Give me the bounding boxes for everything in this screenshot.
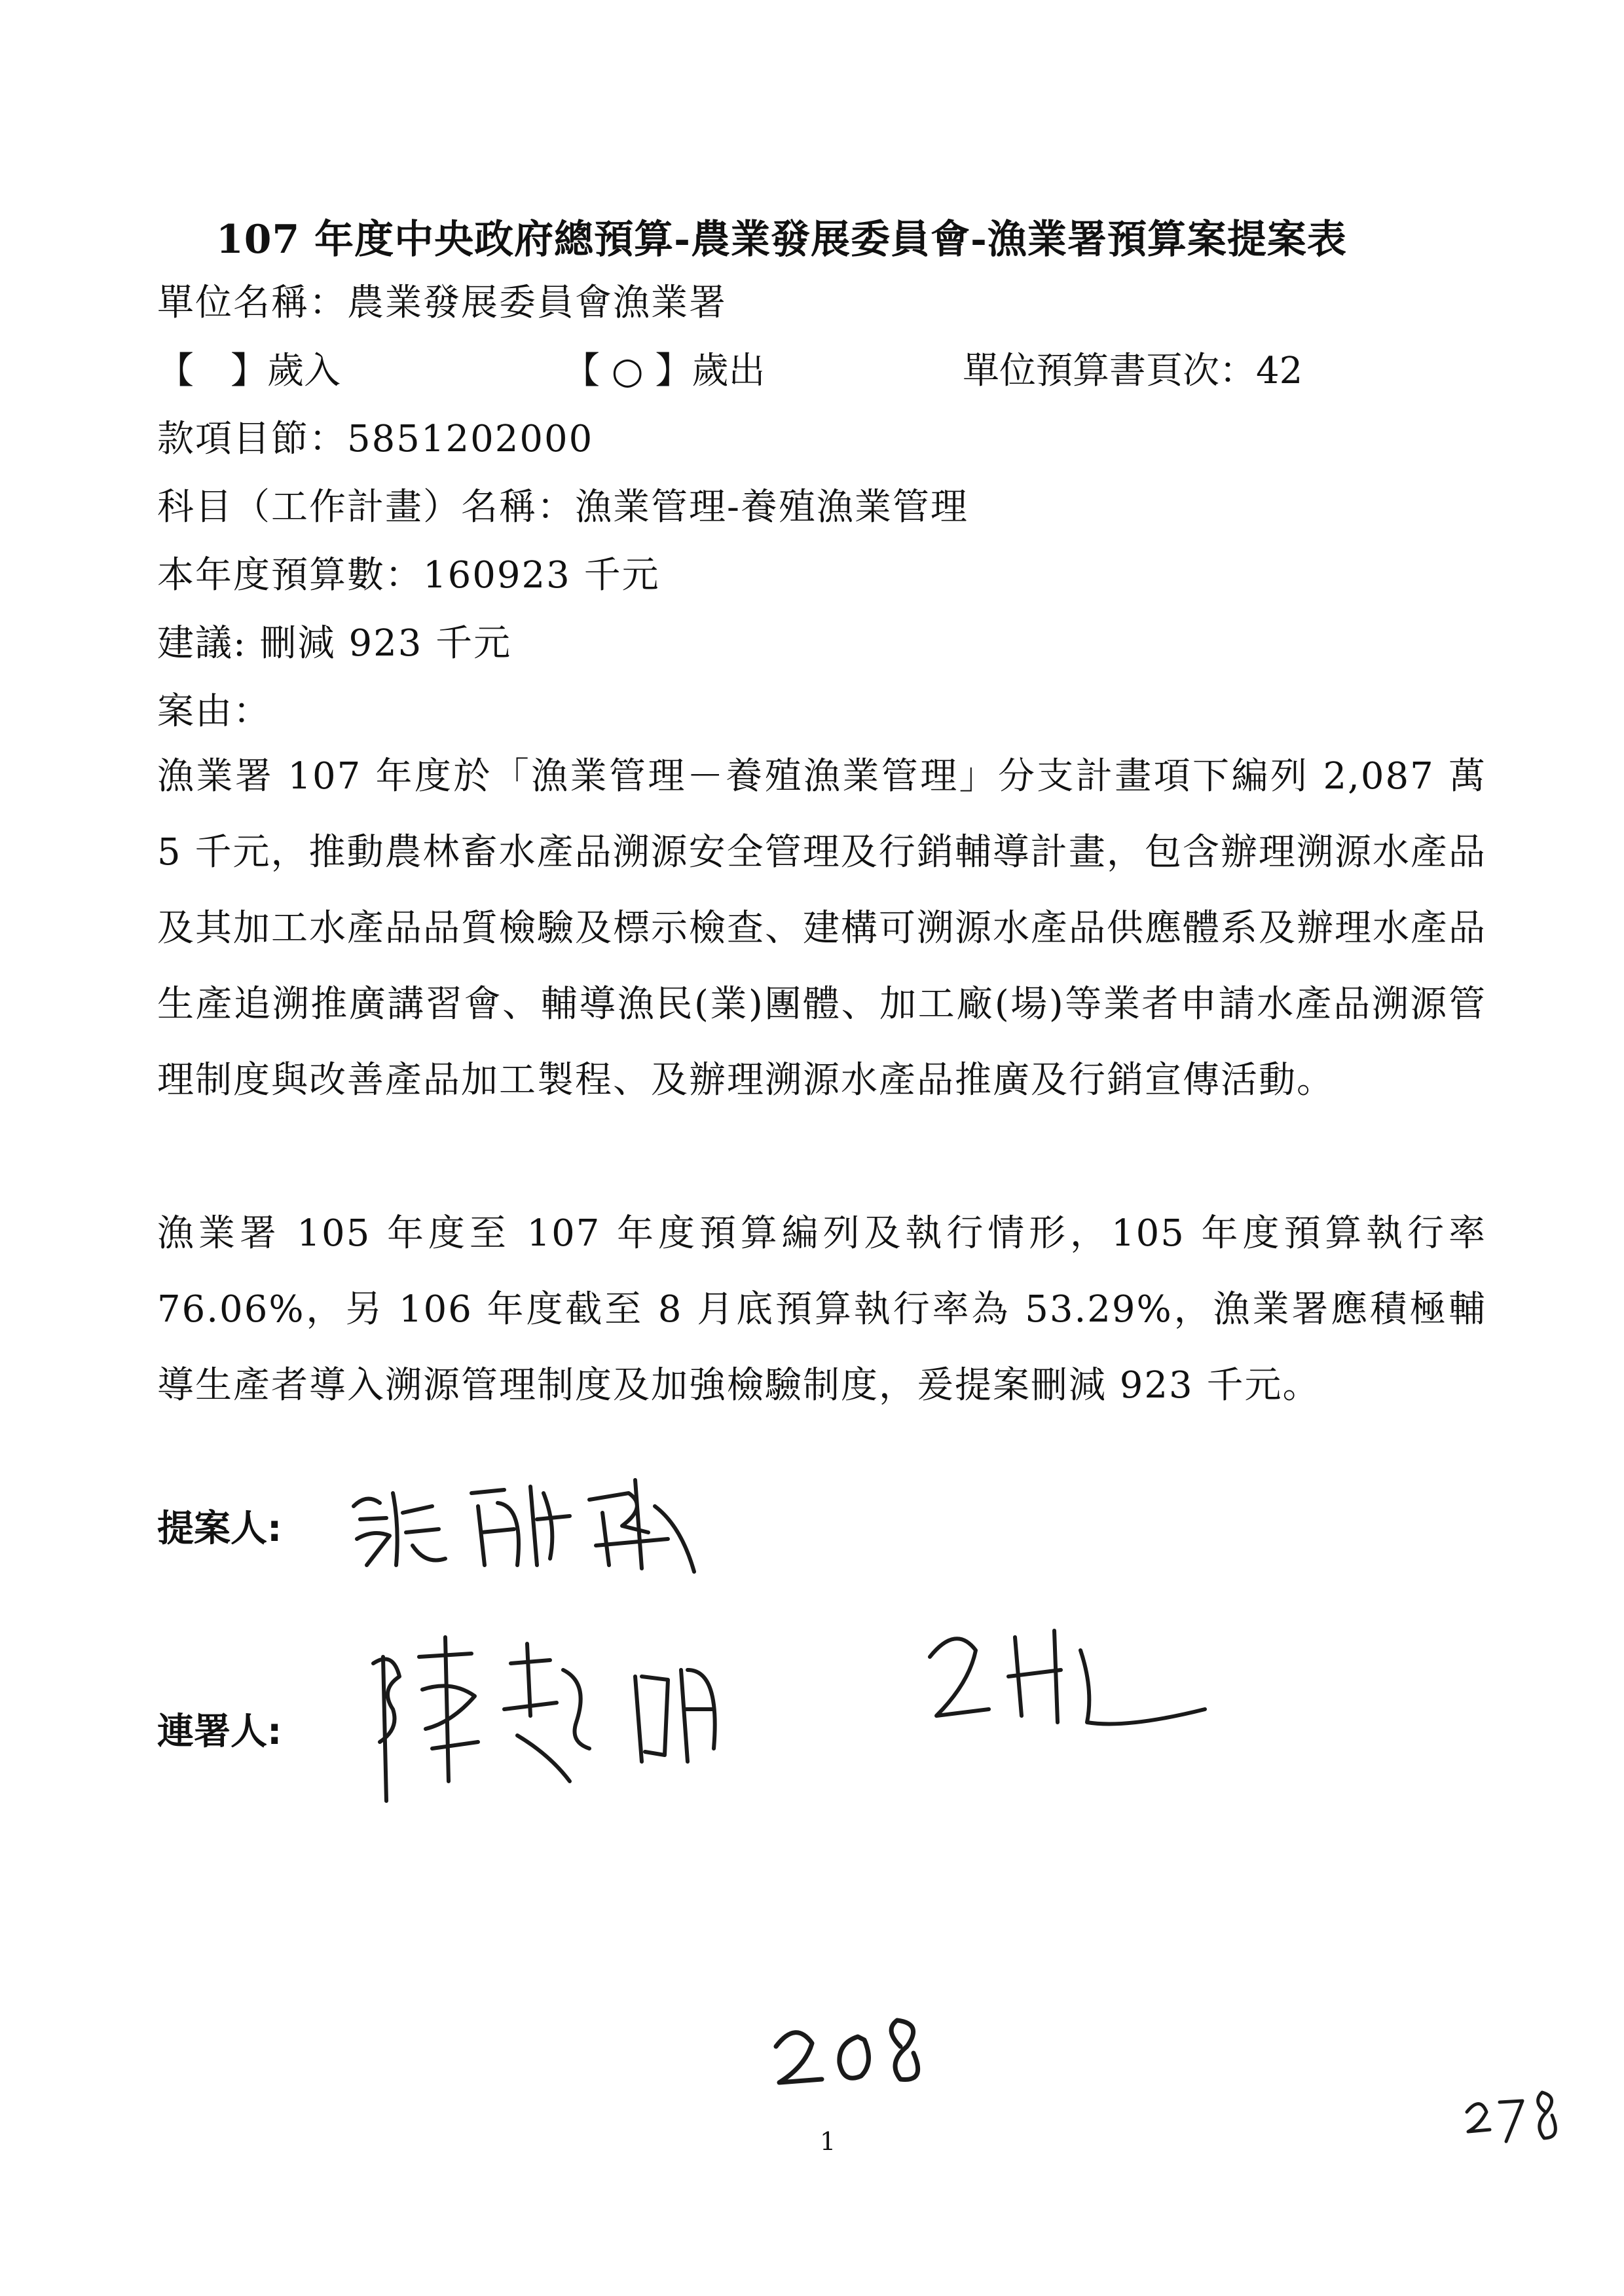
revenue-checkbox-label: 【 】歲入 (157, 350, 341, 392)
unit-name: 單位名稱：農業發展委員會漁業署 (157, 282, 727, 324)
reason-label: 案由： (157, 690, 271, 733)
account-code: 款項目節：5851202000 (157, 418, 594, 460)
proposer-signature (341, 1467, 707, 1578)
handwritten-page-number (766, 2010, 936, 2096)
subject-name: 科目（工作計畫）名稱：漁業管理-養殖漁業管理 (157, 486, 969, 528)
reason-paragraph-2: 漁業署 105 年度至 107 年度預算編列及執行情形，105 年度預算執行率 76.06%，另 106 年度截至 8 月底預算執行率為 53.29%，漁業署應積極輔導生產者導入溯源管理制度及加強檢驗制度，爰提案刪減 923 千元。 (157, 1212, 1486, 1407)
cosigner-signature-2 (917, 1611, 1218, 1755)
cosigner-label: 連署人: (157, 1711, 282, 1753)
budget-amount: 本年度預算數：160923 千元 (157, 554, 660, 597)
reason-paragraph-1: 漁業署 107 年度於「漁業管理－養殖漁業管理」分支計畫項下編列 2,087 萬 5 千元，推動農林畜水產品溯源安全管理及行銷輔導計畫，包含辦理溯源水產品及其加工水產品品質檢驗及標示檢查、建構可溯源水產品供應體系及辦理水產品生產追溯推廣講習會、輔導漁民(業)團體、加工廠(場)等業者申請水產品溯源管理制度與改善產品加工製程、及辦理溯源水產品推廣及行銷宣傳活動。 (157, 755, 1486, 1102)
suggestion: 建議: 刪減 923 千元 (157, 622, 512, 665)
page-number: 1 (820, 2127, 836, 2156)
proposer-label: 提案人: (157, 1508, 282, 1550)
document-title: 107 年度中央政府總預算-農業發展委員會-漁業署預算案提案表 (216, 217, 1347, 263)
expense-checkbox-label: 【 ○ 】歲出 (563, 350, 766, 392)
handwritten-corner-number (1460, 2083, 1565, 2148)
budget-page-ref: 單位預算書頁次：42 (963, 350, 1303, 392)
cosigner-signature-1 (354, 1618, 760, 1814)
